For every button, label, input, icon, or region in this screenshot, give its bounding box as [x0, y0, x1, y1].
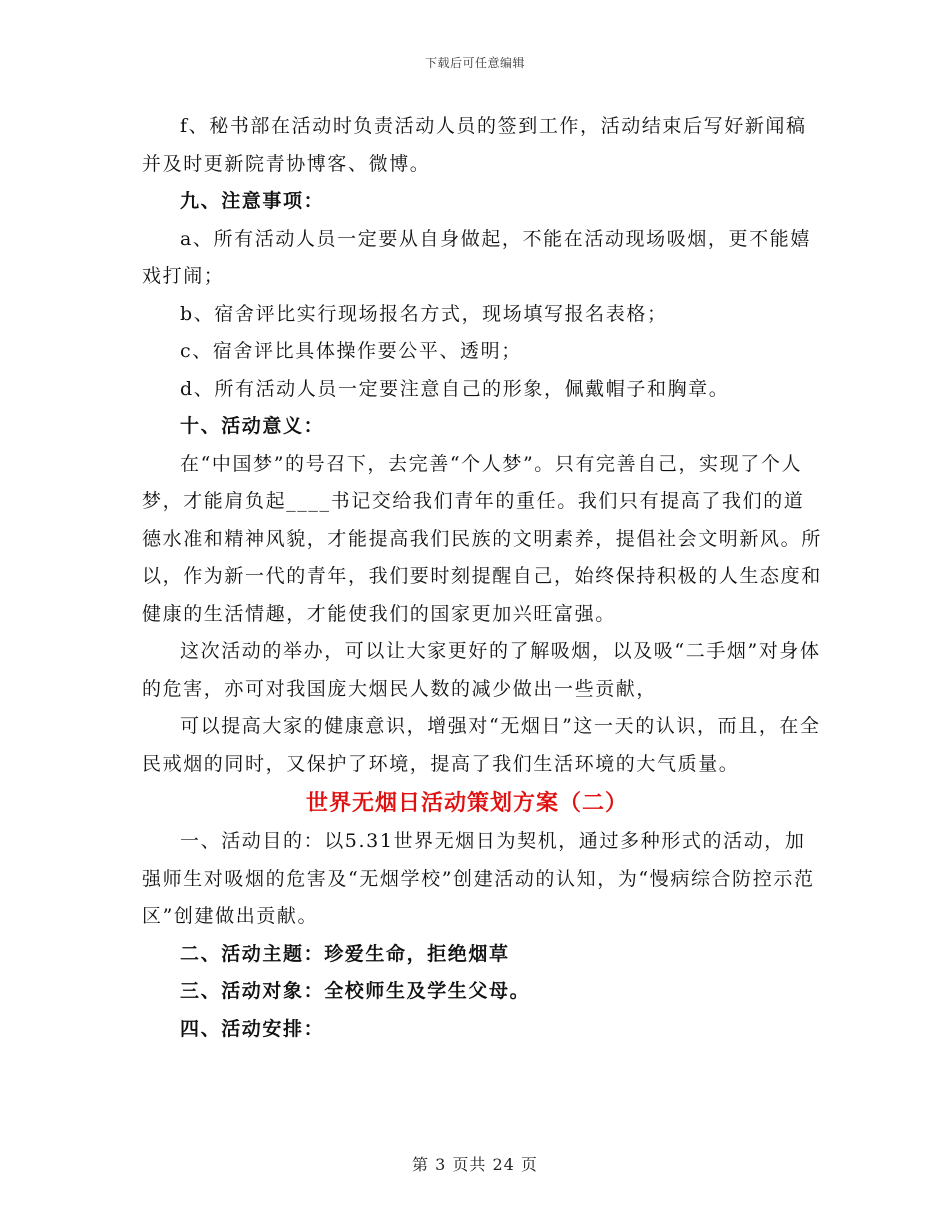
heading-activity-theme: 二、活动主题：珍爱生命，拒绝烟草 — [180, 942, 510, 965]
paragraph-significance-2: 这次活动的举办，可以让大家更好的了解吸烟，以及吸“二手烟”对身体的危害，亦可对我国庞大烟民人数的减少做出一些贡献， — [142, 640, 821, 700]
heading-activity-target: 三、活动对象：全校师生及学生父母。 — [180, 980, 531, 1002]
page-header-note: 下载后可任意编辑 — [424, 56, 525, 70]
paragraph-activity-goal — [142, 823, 822, 936]
paragraph-note-d: d、所有活动人员一定要注意自己的形象，佩戴帽子和胸章。 — [180, 377, 730, 400]
document-body — [142, 108, 822, 1048]
paragraph-secretary-duty: f、秘书部在活动时负责活动人员的签到工作，活动结束后写好新闻稿并及时更新院青协博客、微博。 — [142, 115, 807, 175]
paragraph-significance-3: 可以提高大家的健康意识，增强对“无烟日”这一天的认识，而且，在全民戒烟的同时，又保护了环境，提高了我们生活环境的大气质量。 — [142, 715, 821, 775]
activity-goal-text: 一、活动目的：以5.31世界无烟日为契机，通过多种形式的活动，加强师生对吸烟的危害及“无烟学校”创建活动的认知，为“慢病综合防控示范区”创建做出贡献。 — [142, 830, 815, 927]
section-title: 世界无烟日活动策划方案（二） — [305, 790, 628, 816]
page-footer: 第 3 页共 24 页 — [412, 1155, 538, 1174]
heading-activity-arrangement: 四、活动安排： — [180, 1017, 325, 1040]
paragraph-note-a: a、所有活动人员一定要从自身做起，不能在活动现场吸烟，更不能嬉戏打闹； — [142, 227, 811, 287]
paragraph-significance-1: 在“中国梦”的号召下，去完善“个人梦”。只有完善自己，实现了个人梦，才能肩负起____书记交给我们青年的重任。我们只有提高了我们的道德水准和精神风貌，才能提高我们民族的文明素养，提倡社会文明新风。所以，作为新一代的青年，我们要时刻提醒自己，始终保持积极的人生态度和健康的生活情趣，才能使我们的国家更加兴旺富强。 — [142, 452, 822, 625]
heading-notes: 九、注意事项： — [180, 190, 325, 212]
heading-significance: 十、活动意义： — [180, 415, 325, 437]
paragraph-note-c: c、宿舍评比具体操作要公平、透明； — [180, 340, 522, 362]
paragraph-note-b: b、宿舍评比实行现场报名方式，现场填写报名表格； — [180, 302, 668, 325]
